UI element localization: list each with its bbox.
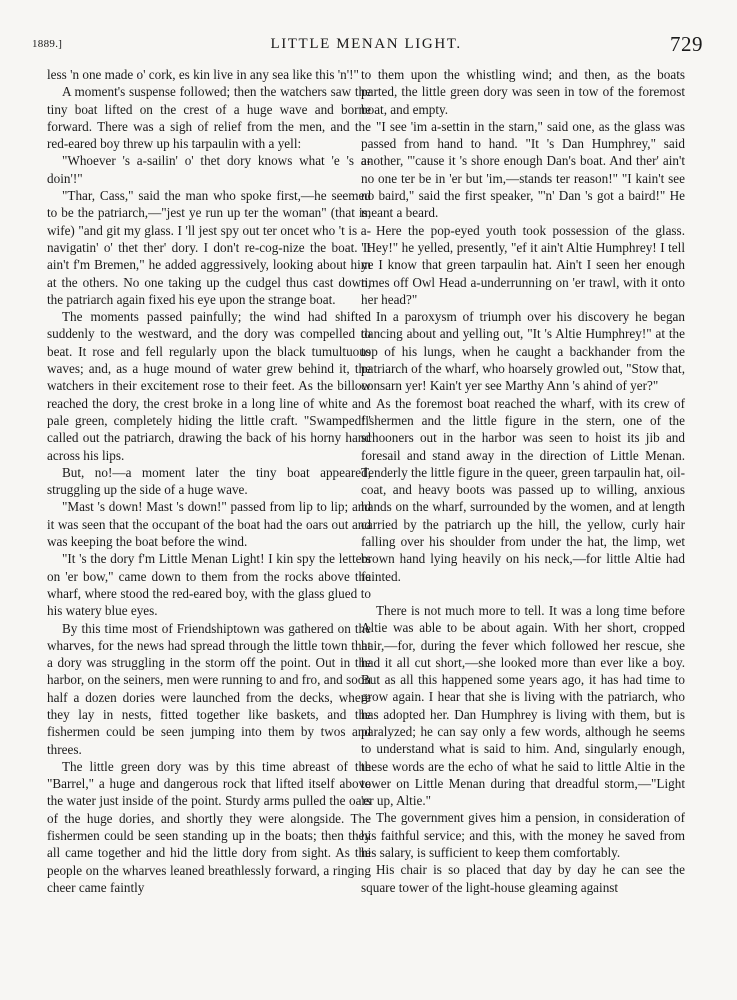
paragraph: Here the pop-eyed youth took possession of the glass. "Hey!" he yelled, presently, "ef it ain't Altie Humphrey! I tell ye I know that green tarpaulin hat. Ain't I seen her enough times off Owl Head a-underrunning on 'er trawl, with it onto her head?" (361, 222, 685, 307)
right-column (361, 66, 685, 896)
paragraph: As the foremost boat reached the wharf, with its crew of fishermen and the little figure in the stern, one of the schooners out in the harbor was seen to hoist its jib and foresail and stand away in the direction of Little Menan. Tenderly the little figure in the queer, green tarpaulin hat, oil-coat, and heavy boots was passed up to willing, anxious hands on the wharf, surrounded by the women, and at length carried by the patriarch up the hill, the yellow, curly hair falling over his shoulder from under the hat, the limp, wet brown hand lying heavily on his neck,—for little Altie had fainted. (361, 395, 685, 584)
paragraph: A moment's suspense followed; then the watchers saw the tiny boat lifted on the crest of a huge wave and borne forward. There was a sigh of relief from the men, and the red-eared boy threw up his tarpaulin with a yell: (47, 84, 371, 152)
paragraph: to them upon the whistling wind; and then, as the boats parted, the little green dory was seen in tow of the foremost boat, and empty. (361, 67, 685, 117)
paragraph: "Whoever 's a-sailin' o' thet dory knows what 'e 's a-doin'!" (47, 153, 371, 186)
paragraph: His chair is so placed that day by day he can see the square tower of the light-house gleaming against (361, 862, 685, 895)
paragraph: "Mast 's down! Mast 's down!" passed from lip to lip; and it was seen that the occupant of the boat had the oars out and was keeping the boat before the wind. (47, 499, 371, 550)
header-title: LITTLE MENAN LIGHT. (270, 35, 462, 52)
paragraph: "It 's the dory f'm Little Menan Light! I kin spy the letters on 'er bow," came down to them from the rocks above the wharf, where stood the red-eared boy, with the glass glued to his watery blue eyes. (47, 551, 371, 619)
paragraph: less 'n one made o' cork, es kin live in any sea like this 'n'!" (47, 67, 359, 82)
paragraph: "Thar, Cass," said the man who spoke first,—he seemed to be the patriarch,—"jest ye run up ter the woman" (that is, wife) "and git my glass. I 'll jest spy out ter oncet who 't is a-navigatin' o' thet ther' dory. I don't re-cog-nize the boat. It ain't f'm Bremen," he added aggressively, looking about him at the others. No one taking up the cudgel thus cast down, the patriarch again fixed his eye upon the strange boat. (47, 188, 371, 307)
page-number: 729 (669, 31, 703, 56)
paragraph: The moments passed painfully; the wind had shifted suddenly to the westward, and the dory was compelled to beat. It rose and fell regularly upon the black tumultuous waves; and, as a huge mound of water grew behind it, the watchers in their excitement rose to their feet. As the billow reached the dory, the crest broke in a long line of white and pale green, completely hiding the little craft. "Swamped!" called out the patriarch, drawing the back of his horny hand across his lips. (47, 309, 371, 463)
paragraph: But, no!—a moment later the tiny boat appeared, struggling up the side of a huge wave. (47, 464, 371, 498)
paragraph: There is not much more to tell. It was a long time before Altie was able to be about again. With her short, cropped hair,—for, during the fever which followed her rescue, she had it all cut short,—she looked more than ever like a boy. But as all this happened some years ago, it has had time to grow again. I hear that she is living with the patriarch, who has adopted her. Dan Humphrey is living with them, but is paralyzed; he can say only a few words, although he seems to understand what is said to him. And, singularly enough, these words are the echo of what he said to little Altie in the tower on Little Menan during that dreadful storm,—"Light 'er up, Altie." (361, 602, 685, 809)
paragraph: In a paroxysm of triumph over his discovery he began dancing about and yelling out, "It 's Altie Humphrey!" at the top of his lungs, when he caught a backhander from the patriarch of the wharf, who hoarsely growled out, "Stow that, consarn yer! Kain't yer see Marthy Ann 's ahind of yer?" (361, 309, 685, 394)
paragraph: The government gives him a pension, in consideration of his faithful service; and this, with the money he saved from his salary, is sufficient to keep them comfortably. (361, 810, 685, 861)
paragraph: The little green dory was by this time abreast of the "Barrel," a huge and dangerous rock that lifted itself above the water just inside of the point. Sturdy arms pulled the oars of the huge dories, and shortly they were alongside. The fishermen could be seen standing up in the boats; then they all came together and hid the little dory from sight. As the people on the wharves leaned breathlessly forward, a ringing cheer came faintly (47, 758, 371, 895)
paragraph: By this time most of Friendshiptown was gathered on the wharves, for the news had spread through the little town that a dory was struggling in the storm off the point. Out in the harbor, on the seiners, men were running to and fro, and soon half a dozen dories were launched from the decks, where they lay in nests, fitted together like baskets, and the fishermen could be seen jumping into them by twos and threes. (47, 620, 371, 757)
paragraph: "I see 'im a-settin in the starn," said one, as the glass was passed from hand to hand. "It 's Dan Humphrey," said another, "'cause it 's shore enough Dan's boat. And ther' ain't no one ter be in 'er but 'im,—stands ter reason!" "I kain't see no baird," said the first speaker, "'n' Dan 's got a baird!" He meant a beard. (361, 118, 685, 221)
header-year: 1889.] (32, 38, 63, 50)
running-header (32, 30, 703, 58)
left-column (47, 66, 371, 896)
